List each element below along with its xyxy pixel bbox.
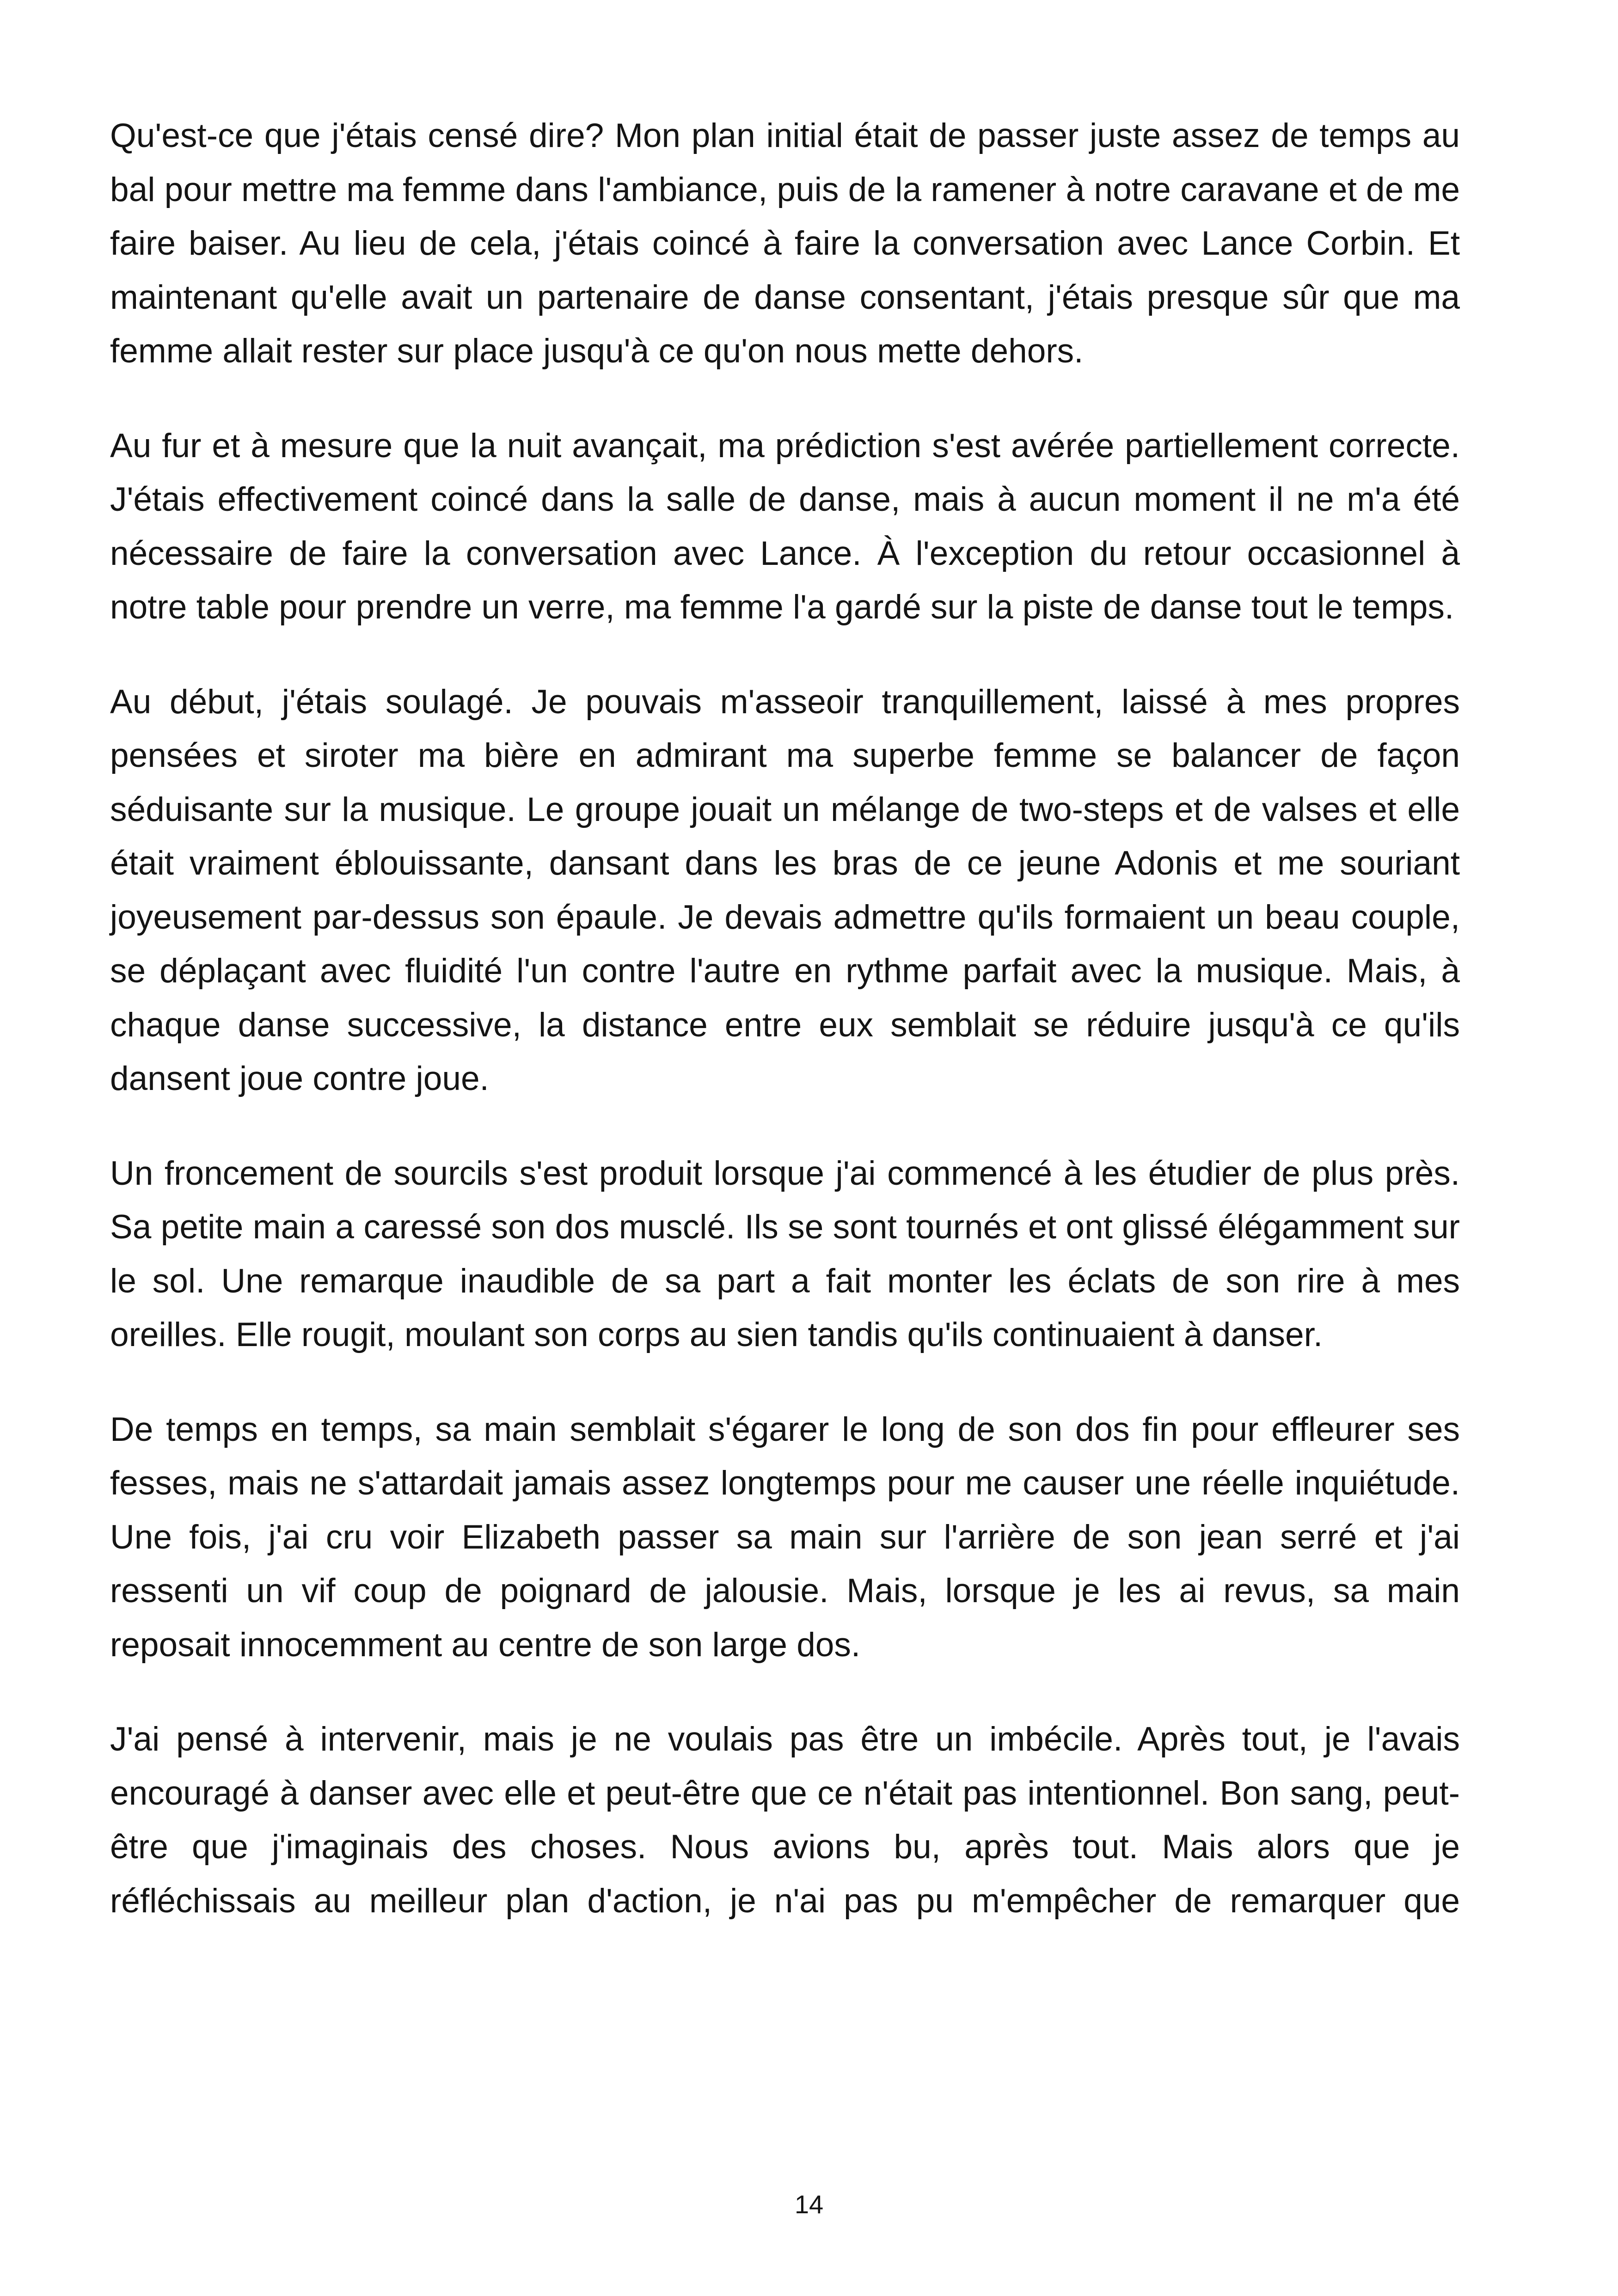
paragraph-3: Au début, j'étais soulagé. Je pouvais m'asseoir tranquillement, laissé à mes propres pensées et siroter ma bière en admirant ma superbe femme se balancer de façon séduisante sur la musique. Le groupe jouait un mélange de two-steps et de valses et elle était vraiment éblouissante, dansant dans les bras de ce jeune Adonis et me souriant joyeusement par-dessus son épaule. Je devais admettre qu'ils formaient un beau couple, se déplaçant avec fluidité l'un contre l'autre en rythme parfait avec la musique. Mais, à chaque danse successive, la distance entre eux semblait se réduire jusqu'à ce qu'ils dansent joue contre joue.: [110, 683, 1460, 1097]
paragraph-1: Qu'est-ce que j'étais censé dire? Mon plan initial était de passer juste assez de temps au bal pour mettre ma femme dans l'ambiance, puis de la ramener à notre caravane et de me faire baiser. Au lieu de cela, j'étais coincé à faire la conversation avec Lance Corbin. Et maintenant qu'elle avait un partenaire de danse consentant, j'étais presque sûr que ma femme allait rester sur place jusqu'à ce qu'on nous mette dehors.: [110, 117, 1460, 370]
paragraph-4: Un froncement de sourcils s'est produit lorsque j'ai commencé à les étudier de plus près. Sa petite main a caressé son dos musclé. Ils se sont tournés et ont glissé élégamment sur le sol. Une remarque inaudible de sa part a fait monter les éclats de son rire à mes oreilles. Elle rougit, moulant son corps au sien tandis qu'ils continuaient à danser.: [110, 1154, 1460, 1353]
paragraph-6: J'ai pensé à intervenir, mais je ne voulais pas être un imbécile. Après tout, je l'avais encouragé à danser avec elle et peut-être que ce n'était pas intentionnel. Bon sang, peut-être que j'imaginais des choses. Nous avions bu, après tout. Mais alors que je réfléchissais au meilleur plan d'action, je n'ai pas pu m'empêcher de remarquer que: [110, 1720, 1460, 1920]
page-number: 14: [794, 2190, 824, 2219]
body-text: [110, 109, 1460, 1969]
paragraph-2: Au fur et à mesure que la nuit avançait, ma prédiction s'est avérée partiellement correcte. J'étais effectivement coincé dans la salle de danse, mais à aucun moment il ne m'a été nécessaire de faire la conversation avec Lance. À l'exception du retour occasionnel à notre table pour prendre un verre, ma femme l'a gardé sur la piste de danse tout le temps.: [110, 427, 1460, 626]
paragraph-5: De temps en temps, sa main semblait s'égarer le long de son dos fin pour effleurer ses fesses, mais ne s'attardait jamais assez longtemps pour me causer une réelle inquiétude. Une fois, j'ai cru voir Elizabeth passer sa main sur l'arrière de son jean serré et j'ai ressenti un vif coup de poignard de jalousie. Mais, lorsque je les ai revus, sa main reposait innocemment au centre de son large dos.: [110, 1410, 1460, 1664]
